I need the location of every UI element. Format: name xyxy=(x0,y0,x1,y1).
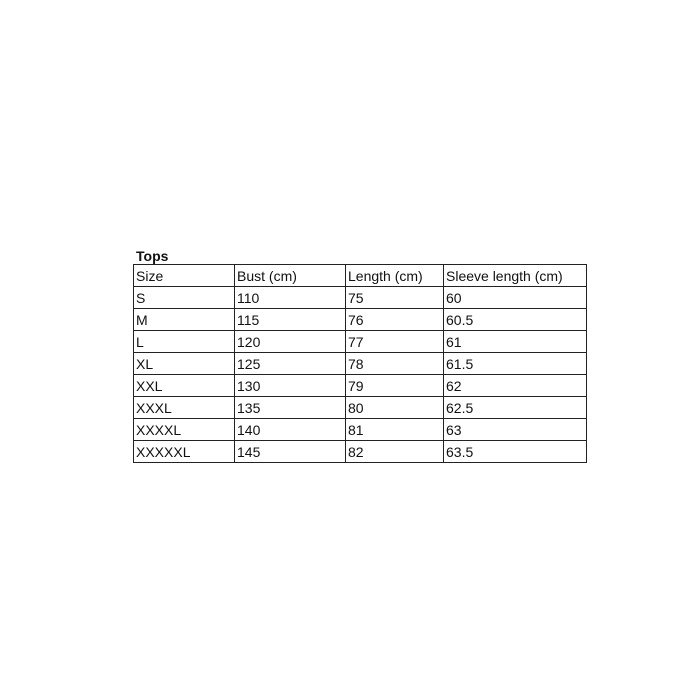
cell-sleeve-length: 62.5 xyxy=(444,397,587,419)
cell-bust: 135 xyxy=(235,397,346,419)
table-row xyxy=(134,331,587,353)
table-row xyxy=(134,441,587,463)
table-row xyxy=(134,309,587,331)
cell-bust: 140 xyxy=(235,419,346,441)
table-row xyxy=(134,419,587,441)
header-sleeve-length: Sleeve length (cm) xyxy=(444,265,587,287)
table-row xyxy=(134,353,587,375)
cell-bust: 120 xyxy=(235,331,346,353)
table-row xyxy=(134,287,587,309)
cell-bust: 125 xyxy=(235,353,346,375)
size-chart xyxy=(133,248,587,463)
header-bust: Bust (cm) xyxy=(235,265,346,287)
cell-length: 81 xyxy=(346,419,444,441)
cell-sleeve-length: 63 xyxy=(444,419,587,441)
cell-bust: 145 xyxy=(235,441,346,463)
cell-size: XXL xyxy=(134,375,235,397)
cell-sleeve-length: 62 xyxy=(444,375,587,397)
cell-length: 82 xyxy=(346,441,444,463)
cell-size: XL xyxy=(134,353,235,375)
cell-length: 75 xyxy=(346,287,444,309)
cell-sleeve-length: 61.5 xyxy=(444,353,587,375)
cell-bust: 115 xyxy=(235,309,346,331)
cell-size: S xyxy=(134,287,235,309)
cell-sleeve-length: 61 xyxy=(444,331,587,353)
cell-size: XXXXXL xyxy=(134,441,235,463)
cell-bust: 110 xyxy=(235,287,346,309)
table-row xyxy=(134,397,587,419)
cell-sleeve-length: 60 xyxy=(444,287,587,309)
header-size: Size xyxy=(134,265,235,287)
table-row xyxy=(134,375,587,397)
cell-size: L xyxy=(134,331,235,353)
cell-length: 79 xyxy=(346,375,444,397)
cell-sleeve-length: 60.5 xyxy=(444,309,587,331)
header-length: Length (cm) xyxy=(346,265,444,287)
header-row xyxy=(134,265,587,287)
cell-size: XXXXL xyxy=(134,419,235,441)
chart-title: Tops xyxy=(136,248,169,264)
cell-length: 80 xyxy=(346,397,444,419)
cell-length: 77 xyxy=(346,331,444,353)
cell-size: M xyxy=(134,309,235,331)
cell-length: 78 xyxy=(346,353,444,375)
cell-bust: 130 xyxy=(235,375,346,397)
cell-sleeve-length: 63.5 xyxy=(444,441,587,463)
cell-length: 76 xyxy=(346,309,444,331)
cell-size: XXXL xyxy=(134,397,235,419)
size-table xyxy=(133,264,587,463)
